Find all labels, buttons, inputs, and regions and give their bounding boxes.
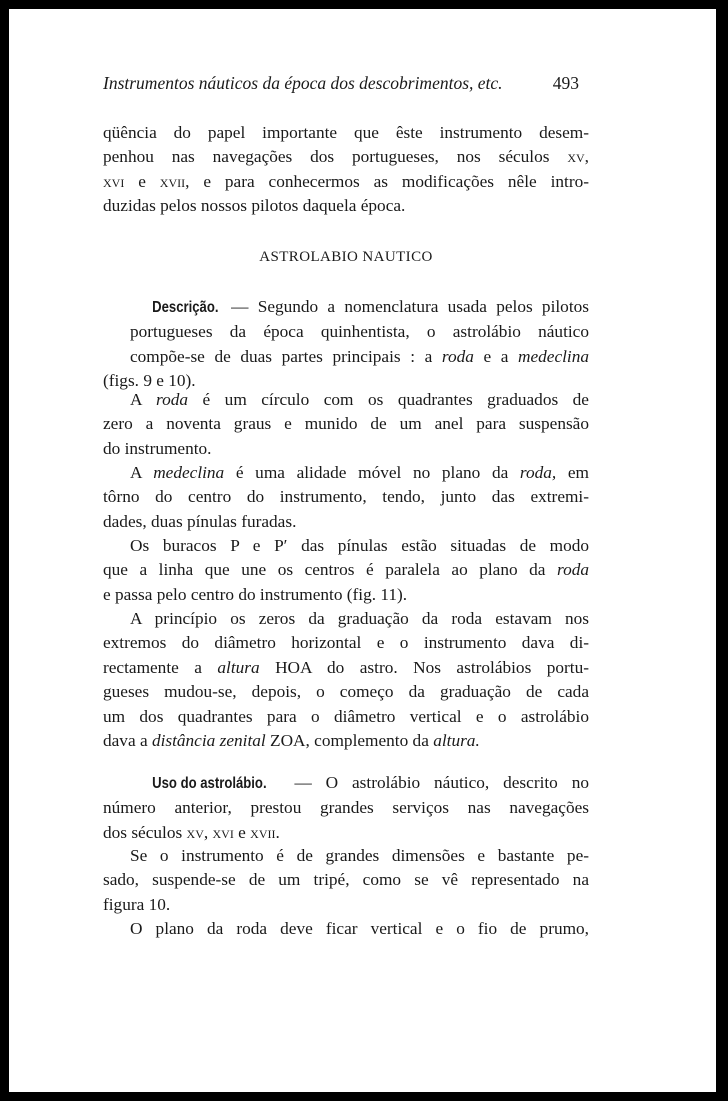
- text-line: dades, duas pínulas furadas.: [103, 511, 297, 531]
- text-line: portugueses da época quinhentista, o astrolábio náutico: [130, 322, 589, 342]
- paragraph-principio: [103, 607, 589, 753]
- text-line: Os buracos P e P′ das pínulas estão situadas de modo: [130, 536, 589, 555]
- text-line: extremos do diâmetro horizontal e o instrumento dava di-: [103, 633, 589, 653]
- text-line: sado, suspende-se de um tripé, como se vê representado na: [103, 870, 589, 890]
- paragraph-medeclina: [103, 461, 589, 534]
- text-span: compõe-se de duas partes principais : a: [130, 346, 442, 366]
- paragraph-plano: [103, 917, 589, 941]
- text-span: — Segundo a nomenclatura usada pelos pilotos: [221, 297, 589, 316]
- text-line: Se o instrumento é de grandes dimensões e bastante pe-: [130, 846, 589, 865]
- text-span: penhou nas navegações dos portugueses, nos séculos: [103, 147, 568, 167]
- text-line: (figs. 9 e 10).: [103, 371, 196, 391]
- century-xvi: xvi: [103, 171, 125, 191]
- text-span: dava a: [103, 731, 152, 751]
- text-line: tôrno do centro do instrumento, tendo, junto das extremi-: [103, 487, 589, 507]
- text-span: HOA do astro. Nos astrolábios portu-: [259, 657, 589, 677]
- century-xvii: xvii: [250, 822, 276, 842]
- text-span: , e para conhecermos as modificações nêle intro-: [185, 171, 589, 191]
- term-roda: roda,: [519, 463, 557, 482]
- term-roda: roda: [556, 560, 589, 580]
- century-xvii: xvii: [159, 171, 186, 191]
- text-span: e a: [473, 346, 518, 366]
- term-roda: roda: [156, 390, 189, 409]
- running-title: Instrumentos náuticos da época dos descobrimentos, etc.: [103, 73, 503, 93]
- text-span: ,: [203, 822, 213, 842]
- page-number: 493: [552, 73, 579, 93]
- paragraph-descricao: [103, 295, 589, 394]
- paragraph-uso: [103, 771, 589, 845]
- run-in-heading-uso: Uso do astrolábio.: [152, 775, 267, 792]
- term-medeclina: medeclina: [153, 463, 225, 482]
- century-xvi: xvi: [212, 822, 234, 842]
- text-span: é uma alidade móvel no plano da: [224, 463, 520, 482]
- text-line: figura 10.: [103, 894, 171, 914]
- text-line: [103, 388, 589, 412]
- text-span: e: [233, 822, 251, 842]
- text-span: A: [130, 390, 157, 409]
- text-line: A princípio os zeros da graduação da roda estavam nos: [130, 609, 589, 628]
- text-line: [103, 295, 589, 320]
- term-medeclina: medeclina: [517, 346, 589, 366]
- text-line: [103, 345, 589, 369]
- term-distancia-zenital: distância zenital: [151, 731, 266, 751]
- text-line: O plano da roda deve ficar vertical e o fio de prumo,: [130, 919, 589, 938]
- run-in-heading-descricao: Descrição.: [152, 299, 219, 316]
- text-span: rectamente a: [103, 657, 218, 677]
- paragraph-instrumento: [103, 844, 589, 917]
- text-line: [103, 771, 589, 796]
- text-line: número anterior, prestou grandes serviços nas navegações: [103, 798, 589, 818]
- page: [9, 9, 716, 1092]
- text-line: gueses mudou-se, depois, o começo da graduação de cada: [103, 682, 589, 702]
- text-line: [103, 461, 589, 485]
- text-line: [103, 729, 589, 753]
- text-span: que a linha que une os centros é paralela ao plano da: [103, 560, 557, 580]
- text-line: zero a noventa graus e munido de um anel para suspensão: [103, 414, 589, 434]
- term-altura: altura.: [433, 731, 480, 751]
- text-span: e: [124, 171, 160, 191]
- text-line: um dos quadrantes para o diâmetro vertical e o astrolábio: [103, 706, 589, 726]
- text-line: [103, 821, 589, 845]
- century-xv: xv,: [567, 147, 589, 167]
- text-line: [103, 656, 589, 680]
- text-span: A: [130, 463, 154, 482]
- text-span: ZOA, complemento da: [265, 731, 434, 751]
- text-line: duzidas pelos nossos pilotos daquela época.: [103, 196, 406, 216]
- paragraph-continuation: [103, 121, 589, 219]
- section-heading: ASTROLABIO NAUTICO: [259, 249, 433, 265]
- term-altura: altura: [217, 657, 260, 677]
- text-span: dos séculos: [103, 822, 187, 842]
- text-span: é um círculo com os quadrantes graduados de: [188, 390, 589, 409]
- paragraph-buracos: [103, 534, 589, 607]
- running-header: [103, 73, 589, 97]
- text-line: do instrumento.: [103, 438, 212, 458]
- paragraph-roda: [103, 388, 589, 461]
- term-roda: roda: [441, 346, 474, 366]
- text-line: [103, 558, 589, 582]
- text-line: [103, 170, 589, 194]
- text-span: em: [556, 463, 589, 482]
- text-line: qüência do papel importante que êste instrumento desem-: [103, 123, 589, 142]
- text-span: — O astrolábio náutico, descrito no: [280, 773, 589, 792]
- century-xv: xv: [186, 822, 204, 842]
- text-span: .: [275, 822, 280, 842]
- text-line: e passa pelo centro do instrumento (fig. 11).: [103, 584, 408, 604]
- text-line: [103, 145, 589, 169]
